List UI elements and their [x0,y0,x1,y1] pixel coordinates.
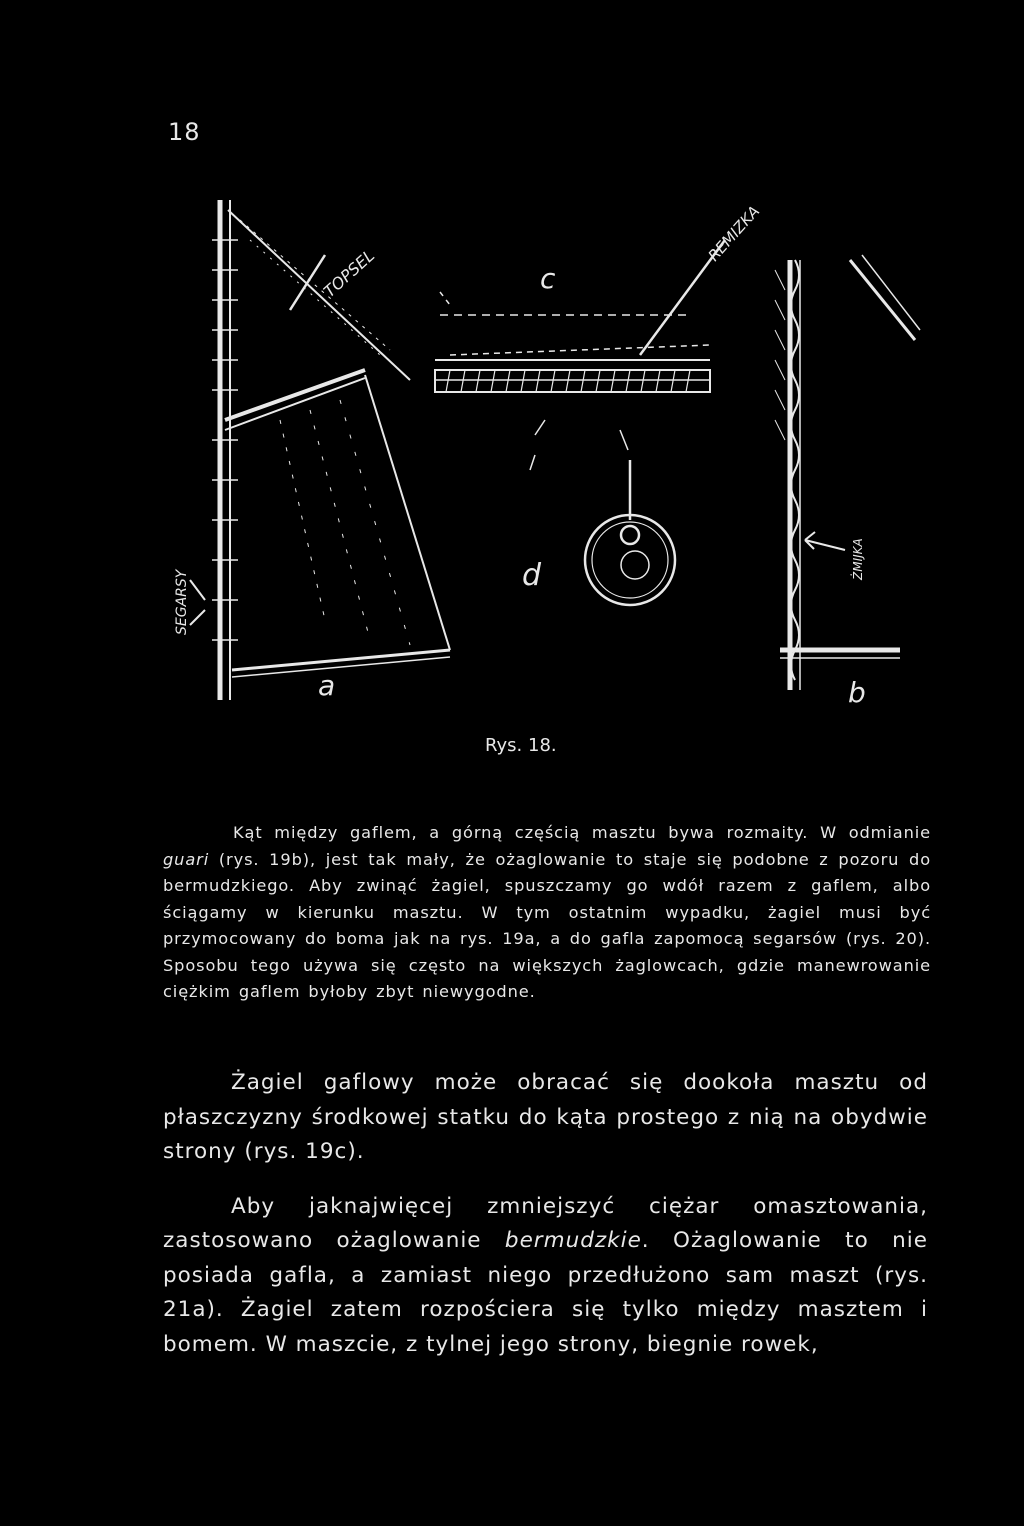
paragraph-1 [163,820,931,1006]
body-text-large [163,1066,928,1382]
panel-a-drawing [190,200,450,700]
paragraph-1-text-a: Kąt między gaflem, a górną częścią masztu bywa rozmaity. W odmianie [233,823,931,842]
label-a: a [318,669,336,702]
label-b: b [848,676,866,709]
page-number: 18 [168,118,201,146]
figure-caption: Rys. 18. [485,735,557,756]
paragraph-3-emphasis: bermudzkie [504,1228,642,1253]
paragraph-2: Żagiel gaflowy może obracać się dookoła masztu od płaszczyzny środkowej statku do kąta prostego z nią na obydwie strony (rys. 19c). [163,1070,928,1164]
paragraph-3 [163,1190,928,1363]
label-d: d [522,558,542,593]
panel-c-drawing [435,240,725,392]
paragraph-1-emphasis: guari [163,849,210,869]
label-zmijka: ŻMIJKA [851,538,865,580]
label-remizka: REMIZKA [704,202,764,265]
figure-rys-18 [150,180,930,720]
paragraph-3-text-b: . Ożaglowanie to nie posiada gafla, a zamiast niego przedłużono sam maszt (rys. 21a). Żagiel zatem rozpościera się tylko między masztem i bomem. W maszcie, z tylnej jego strony, biegnie rowek, [163,1228,928,1357]
label-c: c [540,262,556,295]
panel-b-drawing [775,255,920,690]
label-topsel: TOPSEL [319,245,379,301]
paragraph-3-text-a: Aby jaknajwięcej zmniejszyć ciężar omasztowania, zastosowano ożaglowanie [163,1193,928,1253]
paragraph-1-text-b: (rys. 19b), jest tak mały, że ożaglowanie to staje się podobne z pozoru do bermudzkiego. Aby zwinąć żagiel, spuszczamy go wdół razem z gaflem, albo ściągamy w kierunku masztu. W tym ostatnim wypadku, żagiel musi być przymocowany do boma jak na rys. 19a, a do gafla zapomocą segarsów (rys. 20). Sposobu tego używa się często na większych żaglowcach, gdzie manewrowanie ciężkim gaflem byłoby zbyt niewygodne. [163,849,931,1001]
label-segarsy: SEGARSY [174,569,190,635]
body-text-small [163,820,931,1006]
panel-d-drawing [530,420,675,605]
illustration-sail-rigging [150,180,930,720]
